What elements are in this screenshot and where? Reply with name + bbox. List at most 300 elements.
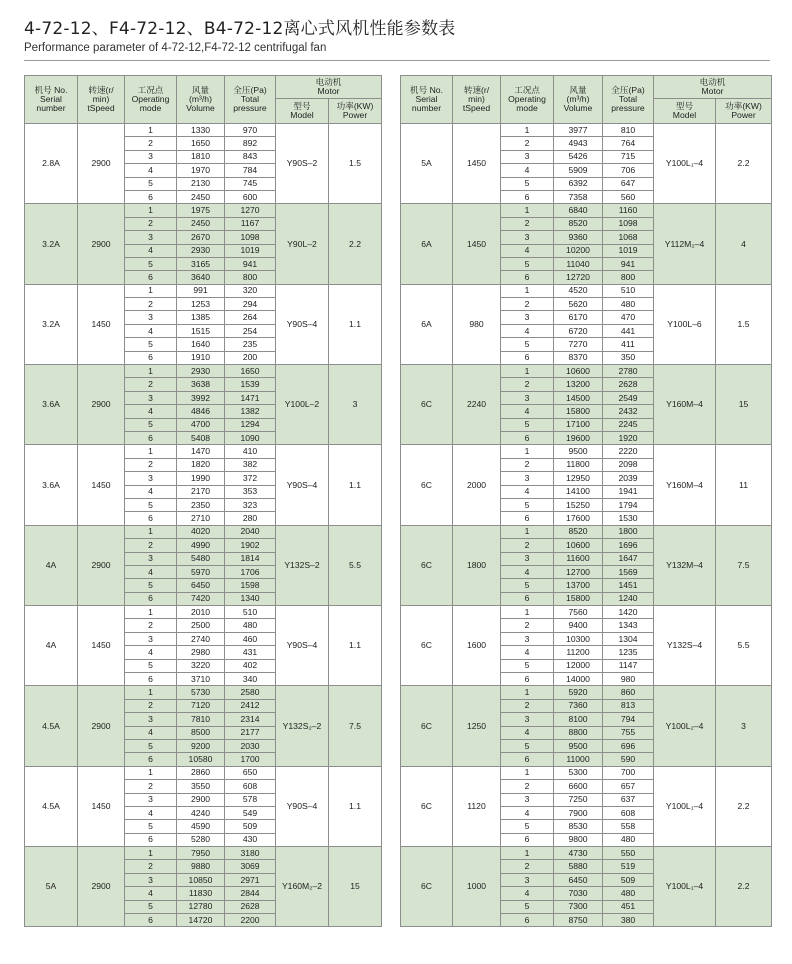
- table-row: [25, 284, 382, 297]
- volume-cell: 4730: [554, 847, 603, 860]
- operating-mode-cell: 6: [125, 673, 177, 686]
- volume-cell: 7950: [177, 847, 225, 860]
- pressure-cell: 470: [603, 311, 654, 324]
- operating-mode-cell: 5: [501, 177, 554, 190]
- table-header-row: [25, 76, 382, 99]
- operating-mode-cell: 2: [125, 699, 177, 712]
- volume-cell: 2710: [177, 512, 225, 525]
- speed-cell: 1450: [78, 766, 125, 846]
- motor-header: 电动机 Motor: [276, 76, 382, 99]
- volume-cell: 6600: [554, 780, 603, 793]
- table-row: [401, 284, 772, 297]
- pressure-cell: 1800: [603, 525, 654, 538]
- pressure-cell: 1382: [225, 405, 276, 418]
- pressure-cell: 1294: [225, 418, 276, 431]
- serial-number-cell: 5A: [25, 847, 78, 927]
- operating-mode-cell: 6: [501, 833, 554, 846]
- pressure-cell: 1098: [225, 231, 276, 244]
- pressure-cell: 509: [603, 873, 654, 886]
- operating-mode-cell: 4: [125, 806, 177, 819]
- pressure-cell: 558: [603, 820, 654, 833]
- volume-cell: 1990: [177, 472, 225, 485]
- motor-power-cell: 7.5: [716, 525, 772, 605]
- volume-cell: 6840: [554, 204, 603, 217]
- operating-mode-cell: 5: [125, 659, 177, 672]
- volume-cell: 15250: [554, 498, 603, 511]
- pressure-cell: 1420: [603, 606, 654, 619]
- pressure-cell: 431: [225, 646, 276, 659]
- pressure-cell: 560: [603, 190, 654, 203]
- motor-power-cell: 1.1: [329, 766, 382, 846]
- operating-mode-cell: 4: [501, 164, 554, 177]
- operating-mode-cell: 3: [125, 552, 177, 565]
- pressure-cell: 745: [225, 177, 276, 190]
- pressure-cell: 980: [603, 673, 654, 686]
- volume-cell: 19600: [554, 431, 603, 444]
- table-row: [401, 766, 772, 779]
- volume-cell: 7030: [554, 887, 603, 900]
- volume-cell: 11200: [554, 646, 603, 659]
- volume-cell: 7120: [177, 699, 225, 712]
- volume-cell: 4700: [177, 418, 225, 431]
- pressure-cell: 1530: [603, 512, 654, 525]
- motor-model-cell: Y132S–4: [654, 606, 716, 686]
- serial-number-cell: 5A: [401, 124, 453, 204]
- motor-model-cell: Y160M–4: [654, 445, 716, 525]
- volume-cell: 4240: [177, 806, 225, 819]
- speed-cell: 2900: [78, 365, 125, 445]
- operating-mode-cell: 1: [125, 686, 177, 699]
- operating-mode-cell: 1: [501, 445, 554, 458]
- volume-cell: 13200: [554, 378, 603, 391]
- volume-cell: 4020: [177, 525, 225, 538]
- pressure-cell: 1270: [225, 204, 276, 217]
- volume-cell: 1385: [177, 311, 225, 324]
- operating-mode-cell: 6: [125, 592, 177, 605]
- pressure-cell: 410: [225, 445, 276, 458]
- pressure-cell: 1343: [603, 619, 654, 632]
- pressure-cell: 2971: [225, 873, 276, 886]
- volume-cell: 5426: [554, 150, 603, 163]
- motor-power-cell: 2.2: [716, 766, 772, 846]
- volume-cell: 10200: [554, 244, 603, 257]
- operating-mode-cell: 1: [501, 766, 554, 779]
- motor-model-cell: Y100L₁–4: [654, 124, 716, 204]
- operating-mode-cell: 1: [501, 686, 554, 699]
- pressure-cell: 794: [603, 713, 654, 726]
- volume-cell: 11600: [554, 552, 603, 565]
- performance-table-left: [24, 75, 382, 927]
- volume-cell: 7360: [554, 699, 603, 712]
- operating-mode-cell: 5: [125, 739, 177, 752]
- volume-cell: 5408: [177, 431, 225, 444]
- serial-number-cell: 6A: [401, 204, 453, 284]
- power-header: 功率(KW) Power: [716, 99, 772, 124]
- motor-model-cell: Y100L₁–4: [654, 766, 716, 846]
- volume-cell: 4943: [554, 137, 603, 150]
- serial-number-cell: 3.2A: [25, 204, 78, 284]
- pressure-cell: 2628: [225, 900, 276, 913]
- pressure-cell: 550: [603, 847, 654, 860]
- operating-mode-cell: 5: [125, 338, 177, 351]
- speed-cell: 1600: [453, 606, 501, 686]
- operating-mode-cell: 5: [501, 257, 554, 270]
- volume-cell: 6450: [554, 873, 603, 886]
- motor-power-cell: 3: [329, 365, 382, 445]
- operating-mode-cell: 6: [125, 190, 177, 203]
- pressure-cell: 380: [603, 914, 654, 927]
- motor-power-cell: 1.1: [329, 445, 382, 525]
- operating-mode-cell: 5: [501, 739, 554, 752]
- volume-cell: 2500: [177, 619, 225, 632]
- motor-power-cell: 5.5: [329, 525, 382, 605]
- performance-table-right: [400, 75, 772, 927]
- serial-number-cell: 3.2A: [25, 284, 78, 364]
- pressure-cell: 1647: [603, 552, 654, 565]
- serial-header: 机号 No. Serial number: [401, 76, 453, 124]
- volume-cell: 8100: [554, 713, 603, 726]
- pressure-cell: 2844: [225, 887, 276, 900]
- volume-cell: 2130: [177, 177, 225, 190]
- operating-mode-cell: 5: [501, 820, 554, 833]
- volume-cell: 3220: [177, 659, 225, 672]
- operating-mode-cell: 3: [125, 231, 177, 244]
- operating-mode-cell: 4: [125, 405, 177, 418]
- speed-cell: 1450: [78, 606, 125, 686]
- operating-mode-cell: 6: [125, 753, 177, 766]
- operating-mode-cell: 4: [125, 164, 177, 177]
- pressure-cell: 941: [225, 257, 276, 270]
- volume-cell: 6170: [554, 311, 603, 324]
- volume-cell: 9880: [177, 860, 225, 873]
- pressure-cell: 860: [603, 686, 654, 699]
- operating-mode-cell: 1: [125, 847, 177, 860]
- pressure-cell: 350: [603, 351, 654, 364]
- volume-cell: 8800: [554, 726, 603, 739]
- operating-mode-cell: 4: [125, 726, 177, 739]
- operating-mode-cell: 2: [125, 298, 177, 311]
- volume-cell: 2010: [177, 606, 225, 619]
- operating-mode-cell: 1: [125, 766, 177, 779]
- pressure-cell: 2200: [225, 914, 276, 927]
- pressure-cell: 2040: [225, 525, 276, 538]
- operating-mode-cell: 1: [501, 365, 554, 378]
- operating-mode-cell: 6: [125, 914, 177, 927]
- volume-cell: 11040: [554, 257, 603, 270]
- table-row: [401, 204, 772, 217]
- volume-cell: 17100: [554, 418, 603, 431]
- volume-cell: 7900: [554, 806, 603, 819]
- mode-header: 工况点 Operating mode: [501, 76, 554, 124]
- operating-mode-cell: 2: [125, 458, 177, 471]
- pressure-cell: 280: [225, 512, 276, 525]
- operating-mode-cell: 2: [501, 780, 554, 793]
- volume-cell: 14720: [177, 914, 225, 927]
- pressure-cell: 411: [603, 338, 654, 351]
- serial-number-cell: 6C: [401, 606, 453, 686]
- operating-mode-cell: 1: [125, 204, 177, 217]
- operating-mode-cell: 2: [501, 137, 554, 150]
- volume-cell: 7560: [554, 606, 603, 619]
- operating-mode-cell: 5: [501, 338, 554, 351]
- serial-number-cell: 6C: [401, 365, 453, 445]
- motor-power-cell: 4: [716, 204, 772, 284]
- table-row: [25, 766, 382, 779]
- pressure-cell: 1902: [225, 539, 276, 552]
- operating-mode-cell: 3: [501, 231, 554, 244]
- volume-cell: 1470: [177, 445, 225, 458]
- operating-mode-cell: 4: [125, 887, 177, 900]
- pressure-cell: 460: [225, 632, 276, 645]
- pressure-cell: 1700: [225, 753, 276, 766]
- operating-mode-cell: 3: [501, 793, 554, 806]
- operating-mode-cell: 5: [125, 498, 177, 511]
- pressure-cell: 353: [225, 485, 276, 498]
- volume-cell: 9800: [554, 833, 603, 846]
- pressure-cell: 1235: [603, 646, 654, 659]
- volume-cell: 8520: [554, 525, 603, 538]
- motor-model-cell: Y160M₂–2: [276, 847, 329, 927]
- table-row: [401, 847, 772, 860]
- operating-mode-cell: 4: [501, 244, 554, 257]
- pressure-cell: 1650: [225, 365, 276, 378]
- volume-cell: 7250: [554, 793, 603, 806]
- operating-mode-cell: 6: [501, 592, 554, 605]
- table-row: [25, 686, 382, 699]
- volume-cell: 4590: [177, 820, 225, 833]
- pressure-cell: 600: [225, 190, 276, 203]
- volume-cell: 5970: [177, 565, 225, 578]
- motor-power-cell: 1.5: [329, 124, 382, 204]
- pressure-cell: 1304: [603, 632, 654, 645]
- pressure-cell: 2432: [603, 405, 654, 418]
- pressure-cell: 1090: [225, 431, 276, 444]
- speed-cell: 2900: [78, 124, 125, 204]
- pressure-cell: 1451: [603, 579, 654, 592]
- pressure-cell: 1539: [225, 378, 276, 391]
- pressure-cell: 800: [225, 271, 276, 284]
- pressure-cell: 608: [603, 806, 654, 819]
- operating-mode-cell: 3: [125, 472, 177, 485]
- pressure-cell: 2030: [225, 739, 276, 752]
- pressure-cell: 340: [225, 673, 276, 686]
- pressure-cell: 2177: [225, 726, 276, 739]
- pressure-cell: 578: [225, 793, 276, 806]
- volume-cell: 3550: [177, 780, 225, 793]
- pressure-cell: 1794: [603, 498, 654, 511]
- volume-cell: 12950: [554, 472, 603, 485]
- operating-mode-cell: 3: [501, 391, 554, 404]
- table-row: [25, 525, 382, 538]
- operating-mode-cell: 3: [125, 391, 177, 404]
- table-row: [401, 525, 772, 538]
- pressure-cell: 608: [225, 780, 276, 793]
- motor-model-cell: Y100L₁–4: [654, 847, 716, 927]
- speed-cell: 1250: [453, 686, 501, 766]
- volume-cell: 2900: [177, 793, 225, 806]
- pressure-cell: 382: [225, 458, 276, 471]
- volume-cell: 4846: [177, 405, 225, 418]
- operating-mode-cell: 2: [125, 217, 177, 230]
- pressure-cell: 813: [603, 699, 654, 712]
- volume-cell: 10850: [177, 873, 225, 886]
- serial-number-cell: 2.8A: [25, 124, 78, 204]
- pressure-cell: 1167: [225, 217, 276, 230]
- operating-mode-cell: 3: [125, 713, 177, 726]
- motor-header: 电动机 Motor: [654, 76, 772, 99]
- volume-cell: 1975: [177, 204, 225, 217]
- volume-cell: 2450: [177, 217, 225, 230]
- operating-mode-cell: 5: [125, 820, 177, 833]
- volume-cell: 2980: [177, 646, 225, 659]
- table-row: [401, 365, 772, 378]
- operating-mode-cell: 6: [125, 431, 177, 444]
- volume-cell: 2170: [177, 485, 225, 498]
- motor-power-cell: 2.2: [329, 204, 382, 284]
- operating-mode-cell: 1: [125, 525, 177, 538]
- volume-cell: 4990: [177, 539, 225, 552]
- pressure-cell: 3180: [225, 847, 276, 860]
- table-row: [25, 847, 382, 860]
- motor-model-cell: Y160M–4: [654, 365, 716, 445]
- volume-cell: 12000: [554, 659, 603, 672]
- operating-mode-cell: 3: [501, 632, 554, 645]
- operating-mode-cell: 4: [501, 726, 554, 739]
- model-header: 型号 Model: [654, 99, 716, 124]
- pressure-cell: 441: [603, 324, 654, 337]
- operating-mode-cell: 4: [501, 485, 554, 498]
- operating-mode-cell: 5: [125, 579, 177, 592]
- table-row: [401, 445, 772, 458]
- pressure-cell: 480: [603, 833, 654, 846]
- operating-mode-cell: 2: [501, 699, 554, 712]
- volume-cell: 3977: [554, 124, 603, 137]
- pressure-cell: 2314: [225, 713, 276, 726]
- motor-model-cell: Y90S–4: [276, 445, 329, 525]
- volume-cell: 12720: [554, 271, 603, 284]
- speed-cell: 2900: [78, 204, 125, 284]
- volume-cell: 5300: [554, 766, 603, 779]
- serial-header: 机号 No. Serial number: [25, 76, 78, 124]
- volume-cell: 9400: [554, 619, 603, 632]
- volume-cell: 14500: [554, 391, 603, 404]
- pressure-cell: 200: [225, 351, 276, 364]
- volume-cell: 7270: [554, 338, 603, 351]
- operating-mode-cell: 2: [125, 539, 177, 552]
- volume-cell: 2930: [177, 244, 225, 257]
- operating-mode-cell: 3: [125, 873, 177, 886]
- pressure-cell: 657: [603, 780, 654, 793]
- pressure-header: 全压(Pa) Total pressure: [603, 76, 654, 124]
- power-header: 功率(KW) Power: [329, 99, 382, 124]
- speed-cell: 2240: [453, 365, 501, 445]
- motor-power-cell: 15: [329, 847, 382, 927]
- operating-mode-cell: 1: [125, 365, 177, 378]
- volume-cell: 1640: [177, 338, 225, 351]
- table-row: [25, 204, 382, 217]
- serial-number-cell: 6C: [401, 445, 453, 525]
- volume-cell: 5880: [554, 860, 603, 873]
- volume-cell: 9200: [177, 739, 225, 752]
- volume-cell: 12700: [554, 565, 603, 578]
- operating-mode-cell: 6: [501, 271, 554, 284]
- motor-power-cell: 3: [716, 686, 772, 766]
- volume-cell: 8750: [554, 914, 603, 927]
- motor-model-cell: Y132S–2: [276, 525, 329, 605]
- page-title: 4-72-12、F4-72-12、B4-72-12离心式风机性能参数表: [24, 19, 456, 39]
- volume-cell: 3710: [177, 673, 225, 686]
- volume-cell: 10580: [177, 753, 225, 766]
- speed-cell: 2900: [78, 847, 125, 927]
- volume-cell: 7420: [177, 592, 225, 605]
- volume-cell: 15800: [554, 592, 603, 605]
- pressure-cell: 430: [225, 833, 276, 846]
- pressure-cell: 784: [225, 164, 276, 177]
- pressure-cell: 1019: [603, 244, 654, 257]
- pressure-cell: 2580: [225, 686, 276, 699]
- volume-cell: 10600: [554, 539, 603, 552]
- pressure-cell: 1569: [603, 565, 654, 578]
- pressure-cell: 235: [225, 338, 276, 351]
- operating-mode-cell: 3: [501, 150, 554, 163]
- operating-mode-cell: 1: [501, 284, 554, 297]
- volume-cell: 3638: [177, 378, 225, 391]
- volume-cell: 5480: [177, 552, 225, 565]
- speed-cell: 2000: [453, 445, 501, 525]
- operating-mode-cell: 1: [501, 525, 554, 538]
- motor-model-cell: Y100L₂–4: [654, 686, 716, 766]
- operating-mode-cell: 2: [501, 619, 554, 632]
- volume-cell: 3165: [177, 257, 225, 270]
- pressure-cell: 509: [225, 820, 276, 833]
- volume-cell: 1970: [177, 164, 225, 177]
- pressure-cell: 1019: [225, 244, 276, 257]
- operating-mode-cell: 3: [501, 472, 554, 485]
- volume-cell: 5730: [177, 686, 225, 699]
- pressure-cell: 2245: [603, 418, 654, 431]
- pressure-cell: 1941: [603, 485, 654, 498]
- speed-cell: 1450: [453, 124, 501, 204]
- pressure-cell: 650: [225, 766, 276, 779]
- motor-model-cell: Y132M–4: [654, 525, 716, 605]
- volume-cell: 3640: [177, 271, 225, 284]
- volume-cell: 5909: [554, 164, 603, 177]
- operating-mode-cell: 1: [501, 606, 554, 619]
- operating-mode-cell: 2: [501, 860, 554, 873]
- operating-mode-cell: 3: [125, 632, 177, 645]
- volume-cell: 5920: [554, 686, 603, 699]
- volume-cell: 13700: [554, 579, 603, 592]
- volume-cell: 2740: [177, 632, 225, 645]
- volume-cell: 1650: [177, 137, 225, 150]
- serial-number-cell: 4.5A: [25, 686, 78, 766]
- operating-mode-cell: 5: [125, 257, 177, 270]
- speed-cell: 1120: [453, 766, 501, 846]
- pressure-cell: 2220: [603, 445, 654, 458]
- volume-header: 风量 (m³/h) Volume: [554, 76, 603, 124]
- volume-cell: 1515: [177, 324, 225, 337]
- operating-mode-cell: 6: [125, 271, 177, 284]
- pressure-cell: 549: [225, 806, 276, 819]
- motor-power-cell: 1.1: [329, 284, 382, 364]
- speed-header: 转速(r/ min) tSpeed: [453, 76, 501, 124]
- pressure-cell: 1068: [603, 231, 654, 244]
- operating-mode-cell: 3: [501, 713, 554, 726]
- serial-number-cell: 6C: [401, 766, 453, 846]
- pressure-cell: 510: [603, 284, 654, 297]
- table-body-right: [401, 124, 772, 927]
- operating-mode-cell: 2: [125, 378, 177, 391]
